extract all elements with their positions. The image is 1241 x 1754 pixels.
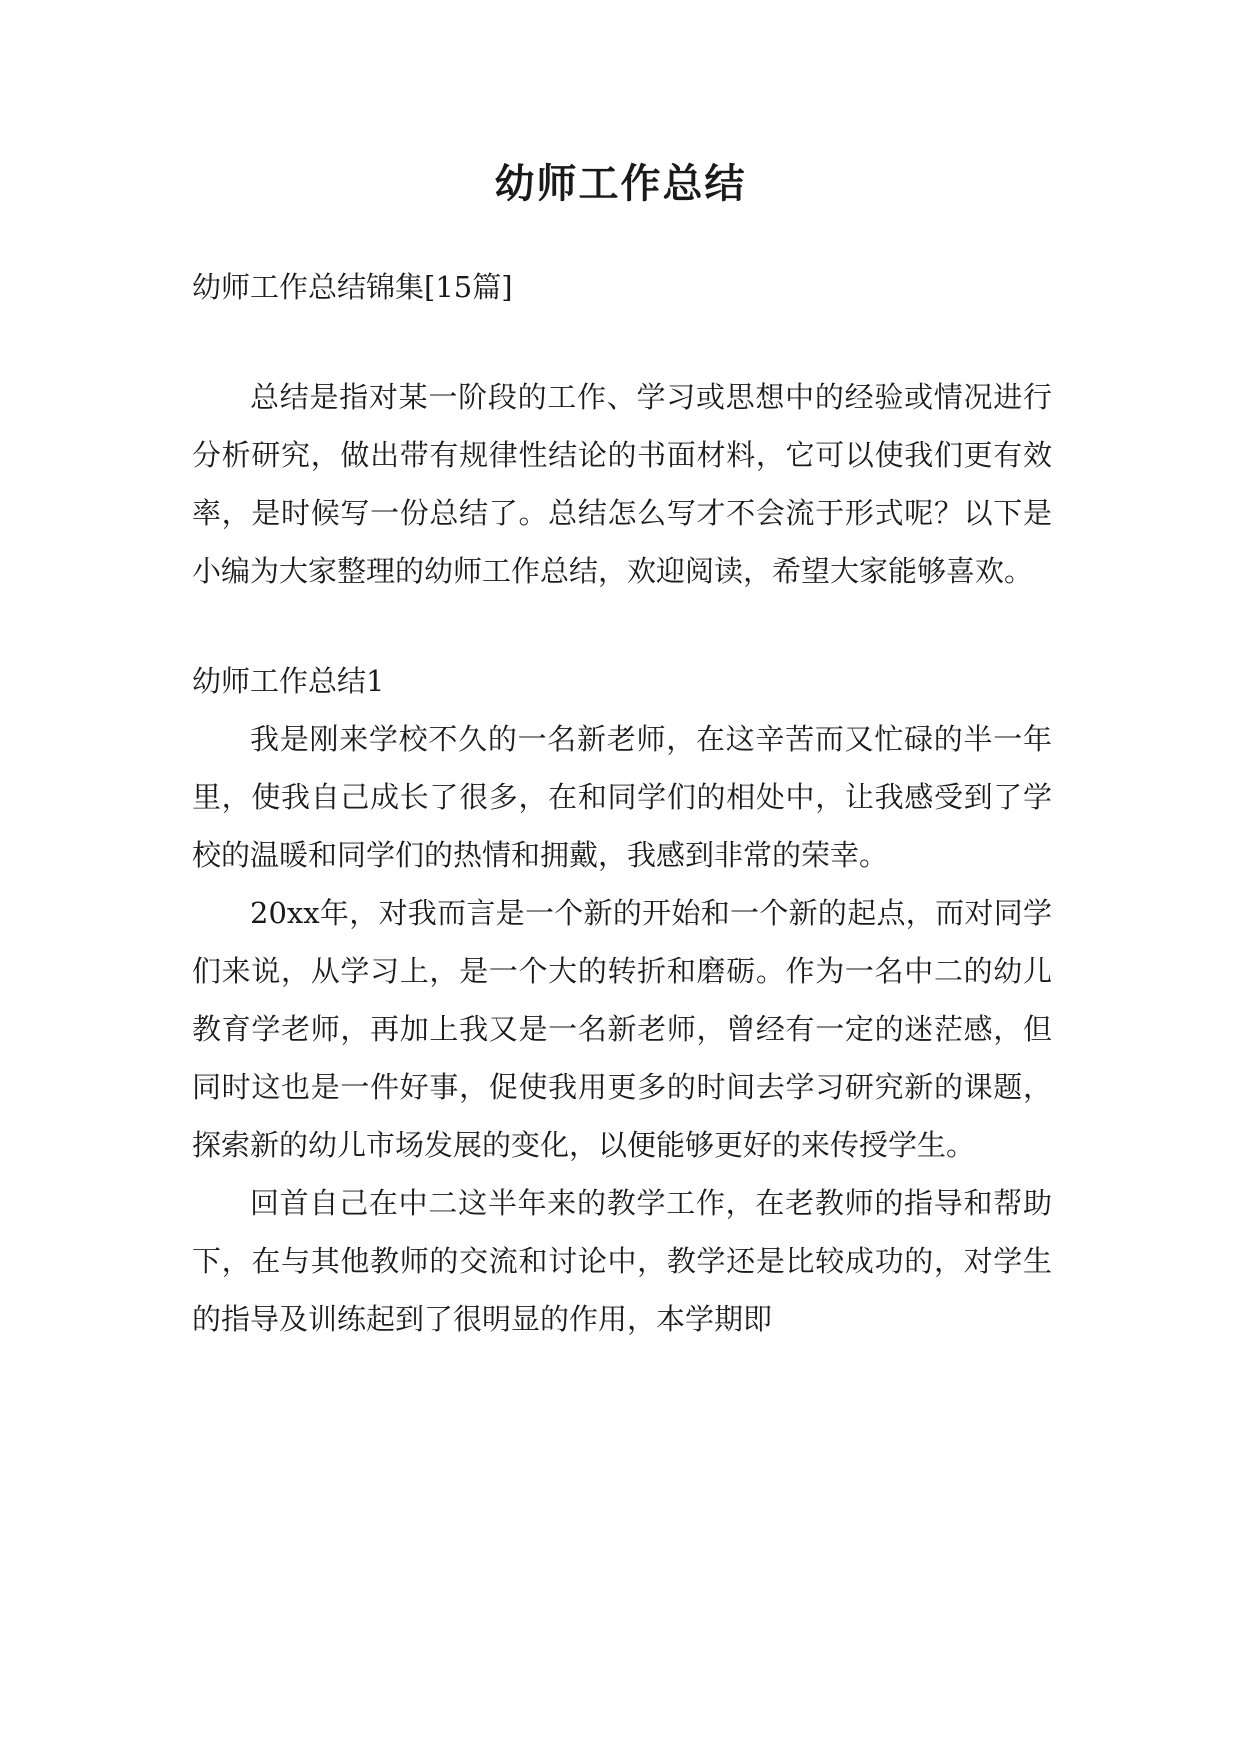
section-heading: 幼师工作总结1 — [192, 664, 385, 698]
document-title: 幼师工作总结 — [494, 161, 747, 207]
body-paragraph-2: 20xx年，对我而言是一个新的开始和一个新的起点，而对同学们来说，从学习上，是一个大的转折和磨砺。作为一名中二的幼儿教育学老师，再加上我又是一名新老师，曾经有一定的迷茫感，但同时这也是一件好事，促使我用更多的时间去学习研究新的课题，探索新的幼儿市场发展的变化，以便能够更好的来传授学生。 — [192, 896, 1052, 1162]
body-paragraph-3: 回首自己在中二这半年来的教学工作，在老教师的指导和帮助下，在与其他教师的交流和讨论中，教学还是比较成功的，对学生的指导及训练起到了很明显的作用，本学期即 — [192, 1186, 1052, 1336]
body-paragraph-1: 我是刚来学校不久的一名新老师，在这辛苦而又忙碌的半一年里，使我自己成长了很多，在和同学们的相处中，让我感受到了学校的温暖和同学们的热情和拥戴，我感到非常的荣幸。 — [192, 722, 1052, 872]
document-body — [192, 258, 1052, 1348]
document-subtitle: 幼师工作总结锦集[15篇] — [192, 270, 513, 304]
intro-paragraph: 总结是指对某一阶段的工作、学习或思想中的经验或情况进行分析研究，做出带有规律性结论的书面材料，它可以使我们更有效率，是时候写一份总结了。总结怎么写才不会流于形式呢？以下是小编为大家整理的幼师工作总结，欢迎阅读，希望大家能够喜欢。 — [192, 380, 1052, 588]
